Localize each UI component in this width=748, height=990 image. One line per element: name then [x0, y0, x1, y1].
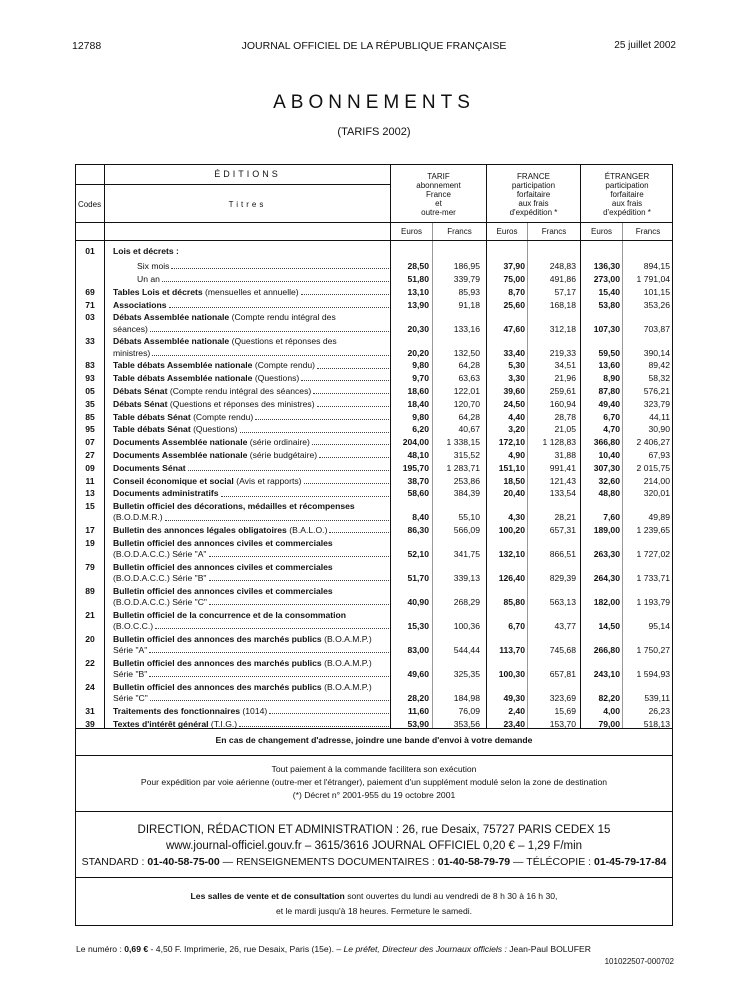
row-title: Bulletin officiel des annonces des marchés publics (B.O.A.M.P.) Série "A" — [113, 634, 391, 656]
price-cell: 184,98 — [453, 693, 480, 704]
row-title: Bulletin des annonces légales obligatoires (B.A.L.O.) — [113, 525, 391, 536]
price-cell: 6,20 — [412, 424, 429, 435]
price-cell: 37,90 — [503, 261, 525, 272]
table-row — [75, 463, 673, 474]
page-header — [72, 40, 676, 54]
price-cell: 657,31 — [549, 525, 576, 536]
price-cell: 1 594,93 — [636, 669, 670, 680]
price-cell: 48,80 — [598, 488, 620, 499]
price-cell: 133,16 — [453, 323, 480, 334]
price-cell: 4,30 — [508, 512, 525, 523]
price-cell: 11,60 — [407, 706, 429, 716]
price-cell: 47,60 — [503, 323, 525, 334]
price-cell: 703,87 — [643, 323, 670, 334]
price-cell: 991,41 — [549, 462, 576, 473]
row-title: Documents Assemblée nationale (série ordinaire) — [113, 437, 391, 448]
price-cell: 5,30 — [508, 360, 525, 371]
footer-reference: 101022507-000702 — [604, 957, 674, 966]
price-cell: 894,15 — [643, 261, 670, 272]
price-cell: 248,83 — [549, 261, 576, 272]
price-cell: 49,40 — [598, 398, 620, 409]
price-cell: 186,95 — [453, 261, 480, 272]
row-code: 07 — [85, 437, 95, 448]
price-cell: 20,40 — [503, 488, 525, 499]
price-cell: 28,20 — [407, 693, 429, 704]
price-cell: 1 750,27 — [636, 645, 670, 656]
price-cell: 58,32 — [648, 373, 670, 384]
table-row — [75, 488, 673, 499]
price-cell: 3,30 — [508, 373, 525, 384]
price-cell: 390,14 — [643, 347, 670, 358]
row-code: 17 — [85, 525, 95, 536]
price-cell: 49,89 — [648, 512, 670, 523]
price-cell: 307,30 — [593, 462, 620, 473]
table-row — [75, 586, 673, 608]
price-cell: 353,26 — [643, 299, 670, 310]
table-row — [75, 682, 673, 704]
table-row — [75, 501, 673, 523]
price-cell: 263,30 — [593, 549, 620, 560]
price-cell: 32,60 — [598, 475, 620, 486]
price-cell: 2 406,27 — [636, 437, 670, 448]
row-title: Bulletin officiel des annonces civiles et commerciales (B.O.D.A.C.C.) Série "B" — [113, 562, 391, 584]
price-cell: 268,29 — [453, 597, 480, 608]
price-cell: 259,61 — [549, 386, 576, 396]
price-cell: 18,40 — [407, 398, 429, 409]
price-cell: 122,01 — [453, 386, 480, 396]
price-cell: 76,09 — [458, 706, 480, 716]
row-title: Traitements des fonctionnaires (1014) — [113, 706, 391, 717]
price-cell: 43,77 — [554, 621, 576, 632]
row-title: Six mois — [113, 261, 391, 272]
table-row — [75, 424, 673, 435]
price-cell: 657,81 — [549, 669, 576, 680]
price-cell: 4,70 — [603, 424, 620, 435]
table-row — [75, 287, 673, 298]
price-cell: 20,20 — [407, 347, 429, 358]
table-row — [75, 373, 673, 384]
row-code: 22 — [85, 658, 95, 668]
sales-hours: Les salles de vente et de consultation sont ouvertes du lundi au vendredi de 8 h 30 à 16 h 30, et le mardi jusqu'à 18 heures. Fermeture le samedi. — [190, 891, 558, 916]
row-title: Lois et décrets : — [113, 246, 179, 256]
price-cell: 28,78 — [554, 411, 576, 422]
row-code: 21 — [85, 610, 95, 620]
direction-block: DIRECTION, RÉDACTION ET ADMINISTRATION : 26, rue Desaix, 75727 PARIS CEDEX 15 www.journal-officiel.gouv.fr – 3615/3616 JOURNAL OFFICIEL 0,20 € – 1,29 F/min STANDARD : 01-40-58-75-00 — RENSEIGNEMENTS DOCUMENTAIRES : 01-40-58-79-79 — TÉLÉCOPIE : 01-45-79-17-84 — [81, 824, 667, 868]
row-title: Table débats Sénat (Compte rendu) — [113, 412, 391, 423]
row-code: 83 — [85, 360, 95, 371]
table-row — [75, 706, 673, 717]
price-cell: 2 015,75 — [636, 462, 670, 473]
row-code: 31 — [85, 706, 95, 716]
row-code: 09 — [85, 462, 95, 473]
row-title: Table débats Assemblée nationale (Questions) — [113, 373, 391, 384]
price-cell: 9,70 — [412, 373, 429, 384]
france-header: FRANCE participation forfaitaire aux frais d'expédition * — [509, 172, 558, 217]
row-code: 01 — [85, 246, 95, 256]
price-cell: 353,56 — [453, 718, 480, 729]
table-row — [75, 312, 673, 334]
price-cell: 28,21 — [554, 512, 576, 523]
currency-euros: Euros — [591, 227, 612, 236]
row-title: Débats Assemblée nationale (Questions et réponses des ministres) — [113, 336, 391, 358]
price-cell: 9,80 — [412, 411, 429, 422]
row-code: 71 — [85, 299, 95, 310]
price-cell: 15,30 — [407, 621, 429, 632]
price-cell: 312,18 — [549, 323, 576, 334]
price-cell: 1 733,71 — [636, 573, 670, 584]
price-cell: 34,51 — [554, 360, 576, 371]
price-cell: 339,13 — [453, 573, 480, 584]
row-code: 85 — [85, 411, 95, 422]
price-cell: 113,70 — [499, 645, 525, 656]
table-row — [75, 246, 673, 257]
price-cell: 219,33 — [549, 347, 576, 358]
table-row — [75, 562, 673, 584]
editions-header: ÉDITIONS — [214, 169, 281, 179]
price-cell: 13,60 — [598, 360, 620, 371]
price-cell: 320,01 — [643, 488, 670, 499]
row-title: Bulletin officiel de la concurrence et de la consommation (B.O.C.C.) — [113, 610, 391, 632]
price-cell: 189,00 — [593, 525, 620, 536]
page-number: 12788 — [72, 40, 102, 52]
price-cell: 253,86 — [453, 475, 480, 486]
price-cell: 48,10 — [407, 450, 429, 460]
price-cell: 132,10 — [498, 549, 525, 560]
price-cell: 1 283,71 — [446, 462, 480, 473]
currency-euros: Euros — [401, 227, 422, 236]
etranger-header: ÉTRANGER participation forfaitaire aux frais d'expédition * — [603, 172, 651, 217]
table-row — [75, 610, 673, 632]
price-cell: 39,60 — [503, 386, 525, 396]
payment-notes: Tout paiement à la commande facilitera son exécution Pour expédition par voie aérienne (outre-mer et l'étranger), paiement d'un supplément modulé selon la zone de destination (*) Décret n° 2001-955 du 19 octobre 2001 — [140, 764, 608, 800]
row-title: Bulletin officiel des décorations, médailles et récompenses (B.O.D.M.R.) — [113, 501, 391, 523]
price-cell: 100,20 — [498, 525, 525, 536]
price-cell: 53,90 — [407, 718, 429, 729]
price-cell: 195,70 — [402, 462, 429, 473]
currency-francs: Francs — [541, 227, 567, 236]
row-code: 79 — [85, 562, 95, 572]
row-title: Bulletin officiel des annonces des marchés publics (B.O.A.M.P.) Série "B" — [113, 658, 391, 680]
currency-francs: Francs — [635, 227, 661, 236]
price-cell: 44,11 — [649, 411, 670, 422]
row-code: 03 — [85, 312, 95, 323]
price-cell: 243,10 — [593, 669, 620, 680]
journal-title: JOURNAL OFFICIEL DE LA RÉPUBLIQUE FRANÇAISE — [241, 40, 507, 52]
price-cell: 8,70 — [508, 286, 525, 297]
price-cell: 26,23 — [648, 706, 670, 716]
price-cell: 79,00 — [598, 718, 620, 729]
price-cell: 100,30 — [498, 669, 525, 680]
price-cell: 86,30 — [407, 525, 429, 536]
price-cell: 1 239,65 — [636, 525, 670, 536]
price-cell: 58,60 — [407, 488, 429, 499]
price-cell: 64,28 — [458, 360, 480, 371]
price-cell: 160,94 — [549, 398, 576, 409]
price-cell: 51,70 — [407, 573, 429, 584]
table-row — [75, 437, 673, 448]
row-title: Bulletin officiel des annonces civiles et commerciales (B.O.D.A.C.C.) Série "C" — [113, 586, 391, 608]
address-change-notice: En cas de changement d'adresse, joindre une bande d'envoi à votre demande — [215, 735, 533, 745]
price-cell: 63,63 — [458, 373, 480, 384]
row-title: Table débats Assemblée nationale (Compte rendu) — [113, 360, 391, 371]
page-title: ABONNEMENTS — [273, 92, 475, 113]
price-cell: 576,21 — [643, 386, 670, 396]
price-cell: 20,30 — [407, 323, 429, 334]
price-cell: 273,00 — [593, 274, 620, 284]
price-cell: 83,00 — [407, 645, 429, 656]
price-cell: 91,18 — [458, 299, 480, 310]
row-title: Table débats Sénat (Questions) — [113, 424, 391, 435]
price-cell: 182,00 — [593, 597, 620, 608]
table-row — [75, 386, 673, 397]
price-cell: 133,54 — [549, 488, 576, 499]
price-cell: 3,20 — [508, 424, 525, 435]
price-cell: 67,93 — [648, 450, 670, 460]
price-cell: 57,17 — [554, 286, 576, 297]
price-cell: 52,10 — [407, 549, 429, 560]
footer-line: Le numéro : 0,69 € - 4,50 F. Imprimerie, 26, rue Desaix, Paris (15e). – Le préfet, Directeur des Journaux officiels : Jean-Paul BOLUFER — [76, 944, 591, 954]
row-code: 93 — [85, 373, 95, 384]
row-title: Conseil économique et social (Avis et rapports) — [113, 476, 391, 487]
price-cell: 341,75 — [453, 549, 480, 560]
table-row — [75, 300, 673, 311]
telecopie-phone: 01-45-79-17-84 — [594, 856, 667, 868]
currency-francs: Francs — [447, 227, 472, 236]
price-cell: 4,90 — [508, 450, 525, 460]
price-cell: 100,36 — [453, 621, 480, 632]
price-cell: 7,60 — [603, 512, 620, 523]
price-cell: 33,40 — [503, 347, 525, 358]
price-cell: 120,70 — [453, 398, 480, 409]
price-cell: 544,44 — [453, 645, 480, 656]
price-cell: 384,39 — [453, 488, 480, 499]
price-cell: 136,30 — [593, 261, 620, 272]
price-cell: 323,79 — [643, 398, 670, 409]
price-cell: 264,30 — [593, 573, 620, 584]
price-cell: 49,60 — [407, 669, 429, 680]
price-cell: 214,00 — [643, 475, 670, 486]
price-cell: 172,10 — [498, 437, 525, 448]
row-title: Documents administratifs — [113, 488, 391, 499]
table-row — [75, 336, 673, 358]
price-cell: 85,80 — [503, 597, 525, 608]
row-title: Débats Sénat (Compte rendu intégral des séances) — [113, 386, 391, 397]
row-code: 95 — [85, 424, 95, 435]
price-cell: 21,05 — [554, 424, 576, 435]
price-cell: 4,40 — [508, 411, 525, 422]
table-row — [75, 658, 673, 680]
price-cell: 563,13 — [549, 597, 576, 608]
tarif-header: TARIF abonnement France et outre-mer — [416, 172, 461, 217]
table-row — [75, 274, 673, 285]
row-code: 19 — [85, 538, 95, 548]
row-code: 27 — [85, 450, 95, 460]
price-cell: 9,80 — [412, 360, 429, 371]
price-cell: 6,70 — [508, 621, 525, 632]
table-row — [75, 399, 673, 410]
row-code: 35 — [85, 398, 95, 409]
table-row — [75, 450, 673, 461]
table-row — [75, 476, 673, 487]
page-subtitle: (TARIFS 2002) — [337, 126, 411, 138]
price-cell: 1 128,83 — [542, 437, 576, 448]
price-cell: 15,69 — [554, 706, 576, 716]
price-cell: 4,00 — [603, 706, 620, 716]
price-cell: 539,11 — [644, 693, 670, 704]
price-cell: 829,39 — [549, 573, 576, 584]
price-cell: 85,93 — [458, 286, 480, 297]
codes-header: Codes — [77, 200, 102, 209]
price-cell: 75,00 — [503, 274, 525, 284]
price-cell: 1 727,02 — [636, 549, 670, 560]
row-code: 11 — [85, 475, 95, 486]
price-cell: 153,70 — [549, 718, 576, 729]
currency-euros: Euros — [496, 227, 518, 236]
price-cell: 31,88 — [554, 450, 576, 460]
standard-phone: 01-40-58-75-00 — [147, 856, 220, 868]
price-cell: 49,30 — [503, 693, 525, 704]
price-cell: 168,18 — [549, 299, 576, 310]
price-cell: 566,09 — [453, 525, 480, 536]
price-cell: 6,70 — [603, 411, 620, 422]
price-cell: 40,67 — [458, 424, 480, 435]
price-cell: 2,40 — [508, 706, 525, 716]
row-code: 39 — [85, 718, 95, 729]
row-code: 20 — [85, 634, 95, 644]
price-cell: 325,35 — [453, 669, 480, 680]
price-cell: 10,40 — [598, 450, 620, 460]
table-row — [75, 525, 673, 536]
price-cell: 95,14 — [648, 621, 670, 632]
titres-header: Titres — [228, 200, 267, 209]
table-row — [75, 634, 673, 656]
table-row — [75, 538, 673, 560]
price-cell: 315,52 — [453, 450, 480, 460]
price-cell: 107,30 — [593, 323, 620, 334]
table-row — [75, 261, 673, 272]
row-code: 24 — [85, 682, 95, 692]
price-cell: 339,79 — [453, 274, 480, 284]
price-cell: 64,28 — [458, 411, 480, 422]
price-cell: 25,60 — [503, 299, 525, 310]
row-code: 05 — [85, 386, 95, 396]
price-cell: 40,90 — [407, 597, 429, 608]
price-cell: 323,69 — [549, 693, 576, 704]
row-code: 15 — [85, 501, 95, 512]
row-title: Bulletin officiel des annonces des marchés publics (B.O.A.M.P.) Série "C" — [113, 682, 391, 704]
row-title: Documents Sénat — [113, 463, 391, 474]
price-cell: 55,10 — [458, 512, 480, 523]
price-cell: 204,00 — [402, 437, 429, 448]
price-cell: 82,20 — [598, 693, 620, 704]
row-title: Bulletin officiel des annonces civiles et commerciales (B.O.D.A.C.C.) Série "A" — [113, 538, 391, 560]
price-cell: 23,40 — [503, 718, 525, 729]
price-cell: 8,90 — [603, 373, 620, 384]
renseignements-phone: 01-40-58-79-79 — [437, 856, 511, 868]
price-cell: 13,90 — [407, 299, 429, 310]
price-cell: 266,80 — [593, 645, 620, 656]
price-cell: 8,40 — [412, 512, 429, 523]
price-cell: 1 338,15 — [446, 437, 480, 448]
price-cell: 121,43 — [549, 475, 576, 486]
price-cell: 13,10 — [407, 286, 429, 297]
price-cell: 132,50 — [453, 347, 480, 358]
price-cell: 89,42 — [648, 360, 670, 371]
table-row — [75, 412, 673, 423]
price-cell: 18,50 — [503, 475, 525, 486]
row-title: Un an — [113, 274, 391, 285]
price-cell: 518,13 — [643, 718, 670, 729]
price-cell: 151,10 — [498, 462, 525, 473]
issue-date: 25 juillet 2002 — [614, 40, 676, 51]
table-row — [75, 719, 673, 730]
price-cell: 491,86 — [549, 274, 576, 284]
row-title: Documents Assemblée nationale (série budgétaire) — [113, 450, 391, 461]
row-code: 33 — [85, 336, 95, 347]
price-cell: 21,96 — [554, 373, 576, 384]
price-cell: 24,50 — [503, 398, 525, 409]
price-cell: 51,80 — [407, 274, 429, 284]
price-cell: 18,60 — [407, 386, 429, 396]
price-cell: 15,40 — [598, 286, 620, 297]
row-title: Débats Sénat (Questions et réponses des ministres) — [113, 399, 391, 410]
price-cell: 28,50 — [407, 261, 429, 272]
table-row — [75, 360, 673, 371]
price-cell: 126,40 — [498, 573, 525, 584]
row-code: 13 — [85, 488, 95, 499]
price-cell: 1 193,79 — [636, 597, 670, 608]
price-cell: 866,51 — [549, 549, 576, 560]
row-title: Tables Lois et décrets (mensuelles et annuelle) — [113, 287, 391, 298]
price-cell: 38,70 — [407, 475, 429, 486]
row-title: Débats Assemblée nationale (Compte rendu intégral des séances) — [113, 312, 391, 334]
price-cell: 59,50 — [598, 347, 620, 358]
row-title: Associations — [113, 300, 391, 311]
price-cell: 30,90 — [648, 424, 670, 435]
price-cell: 1 791,04 — [636, 274, 670, 284]
price-cell: 366,80 — [593, 437, 620, 448]
row-title: Textes d'intérêt général (T.I.G.) — [113, 719, 391, 730]
price-cell: 87,80 — [598, 386, 620, 396]
price-cell: 53,80 — [598, 299, 620, 310]
row-code: 69 — [85, 286, 95, 297]
price-cell: 14,50 — [598, 621, 620, 632]
price-cell: 101,15 — [643, 286, 670, 297]
row-code: 89 — [85, 586, 95, 596]
price-cell: 745,68 — [549, 645, 576, 656]
